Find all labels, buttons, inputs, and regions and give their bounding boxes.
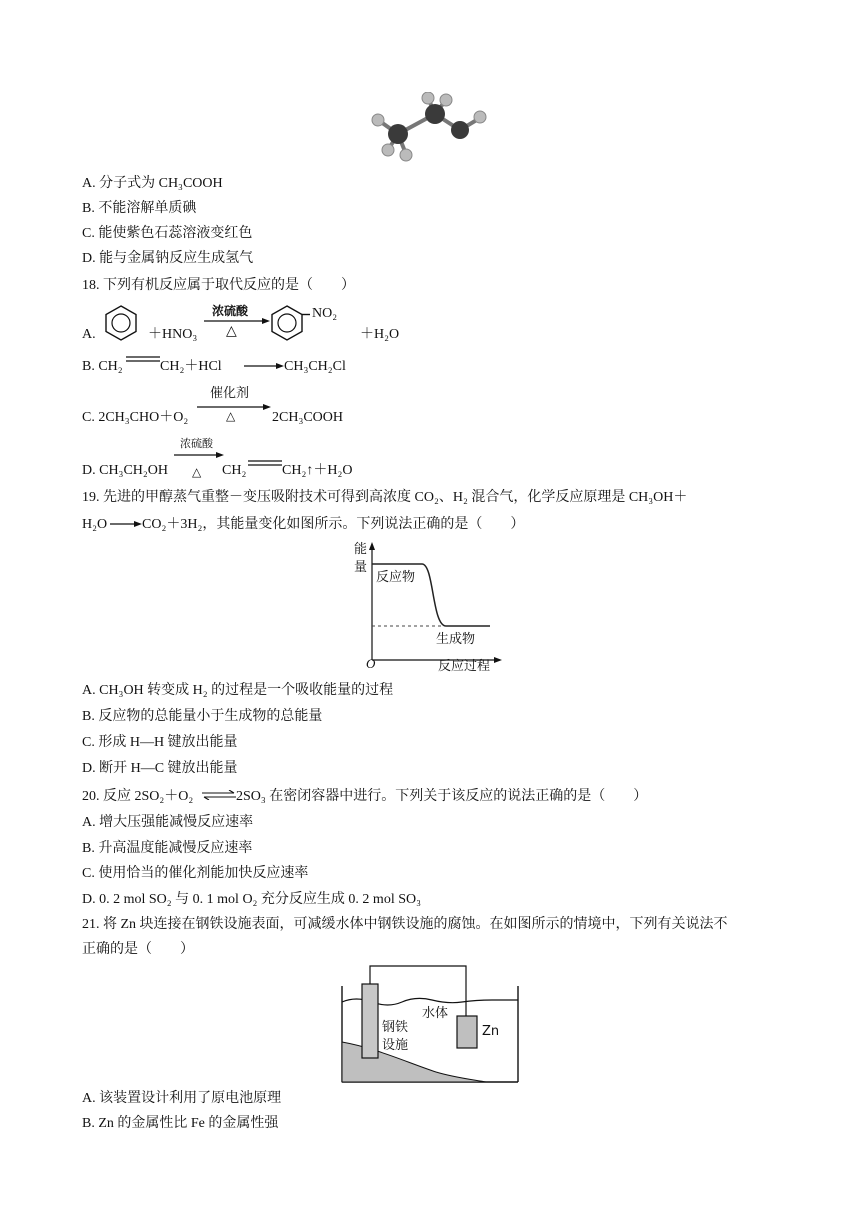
energy-diagram (352, 540, 512, 676)
q18-option-d-catalyst: 浓硫酸 (180, 437, 213, 450)
q18-stem: 18. 下列有机反应属于取代反应的是（ ） (82, 278, 355, 293)
q18-option-d-mid: CH₂ (222, 463, 247, 478)
double-bond-icon (126, 355, 160, 363)
q20-stem-right: 2SO₃ 在密闭容器中进行。下列关于该反应的说法正确的是（ ） (236, 789, 648, 804)
q20-option-b: B. 升高温度能减慢反应速率 (82, 841, 253, 856)
molecule-model-figure (360, 92, 500, 170)
q18-option-a-heat: △ (226, 324, 237, 339)
q19-stem-line2-left: H₂O (82, 517, 108, 532)
q17-option-b: B. 不能溶解单质碘 (82, 201, 197, 216)
q19-stem-line2-right: CO₂＋3H₂，其能量变化如图所示。下列说法正确的是（ ） (142, 517, 525, 532)
benzene-ring-icon (104, 304, 138, 342)
diagram-steel-label-1: 钢铁 (382, 1020, 409, 1035)
q18-option-a-water: ＋H₂O (360, 327, 400, 342)
q18-option-a-label: A. (82, 327, 96, 342)
q17-option-d: D. 能与金属钠反应生成氢气 (82, 251, 254, 266)
q19-option-a: A. CH₃OH 转变成 H₂ 的过程是一个吸收能量的过程 (82, 683, 394, 698)
q18-option-a-no2: NO₂ (312, 306, 338, 321)
q18-option-a-reagent: ＋HNO₃ (148, 327, 198, 342)
q19-stem-line1: 19. 先进的甲醇蒸气重整－变压吸附技术可得到高浓度 CO₂、H₂ 混合气，化学反应原理是 CH₃OH＋ (82, 490, 688, 505)
q18-option-c-catalyst: 催化剂 (210, 386, 250, 401)
q17-option-a: A. 分子式为 CH₃COOH (82, 176, 223, 191)
reaction-arrow-icon (174, 451, 224, 459)
q18-option-d-left: D. CH₃CH₂OH (82, 463, 168, 478)
q18-option-c-left: C. 2CH₃CHO＋O₂ (82, 410, 189, 425)
q20-option-d: D. 0. 2 mol SO₂ 与 0. 1 mol O₂ 充分反应生成 0. 2 mol SO₃ (82, 892, 421, 907)
q21-stem-line1: 21. 将 Zn 块连接在钢铁设施表面，可减缓水体中钢铁设施的腐蚀。在如图所示的情境中，下列有关说法不 (82, 917, 728, 932)
nitrobenzene-ring-icon (270, 304, 310, 342)
q17-option-c: C. 能使紫色石蕊溶液变红色 (82, 226, 253, 241)
graph-x-label: 反应过程 (438, 659, 491, 674)
graph-y-label-2: 量 (354, 560, 368, 575)
graph-y-label-1: 能 (354, 542, 368, 557)
diagram-steel-label-2: 设施 (382, 1038, 409, 1053)
q18-option-d-right: CH₂↑＋H₂O (282, 463, 353, 478)
diagram-zn-label: Zn (482, 1024, 500, 1039)
q20-option-a: A. 增大压强能减慢反应速率 (82, 815, 254, 830)
corrosion-protection-diagram (336, 962, 526, 1086)
q18-option-b-left: B. CH₂ (82, 359, 123, 374)
double-bond-icon (248, 459, 282, 467)
q21-option-b: B. Zn 的金属性比 Fe 的金属性强 (82, 1116, 279, 1131)
q20-option-c: C. 使用恰当的催化剂能加快反应速率 (82, 866, 309, 881)
q18-option-c-right: 2CH₃COOH (272, 410, 343, 425)
diagram-water-label: 水体 (422, 1006, 449, 1021)
reaction-arrow-icon (244, 362, 284, 370)
q19-option-c: C. 形成 H—H 键放出能量 (82, 735, 238, 750)
q21-stem-line2: 正确的是（ ） (82, 942, 194, 957)
q21-option-a: A. 该装置设计利用了原电池原理 (82, 1091, 282, 1106)
q18-option-a-catalyst: 浓硫酸 (212, 304, 249, 318)
q19-option-b: B. 反应物的总能量小于生成物的总能量 (82, 709, 323, 724)
q20-stem-left: 20. 反应 2SO₂＋O₂ (82, 789, 194, 804)
q18-option-b-mid: CH₂＋HCl (160, 359, 222, 374)
q18-option-b-right: CH₃CH₂Cl (284, 359, 346, 374)
graph-product-label: 生成物 (436, 632, 476, 647)
q19-option-d: D. 断开 H—C 键放出能量 (82, 761, 238, 776)
q18-option-d-heat: △ (192, 465, 202, 479)
reaction-arrow-icon (110, 520, 142, 528)
equilibrium-arrow-icon (202, 790, 236, 800)
q18-option-c-heat: △ (226, 409, 236, 423)
graph-origin-label: O (366, 656, 376, 671)
reaction-arrow-icon (204, 317, 270, 325)
graph-reactant-label: 反应物 (376, 570, 416, 585)
